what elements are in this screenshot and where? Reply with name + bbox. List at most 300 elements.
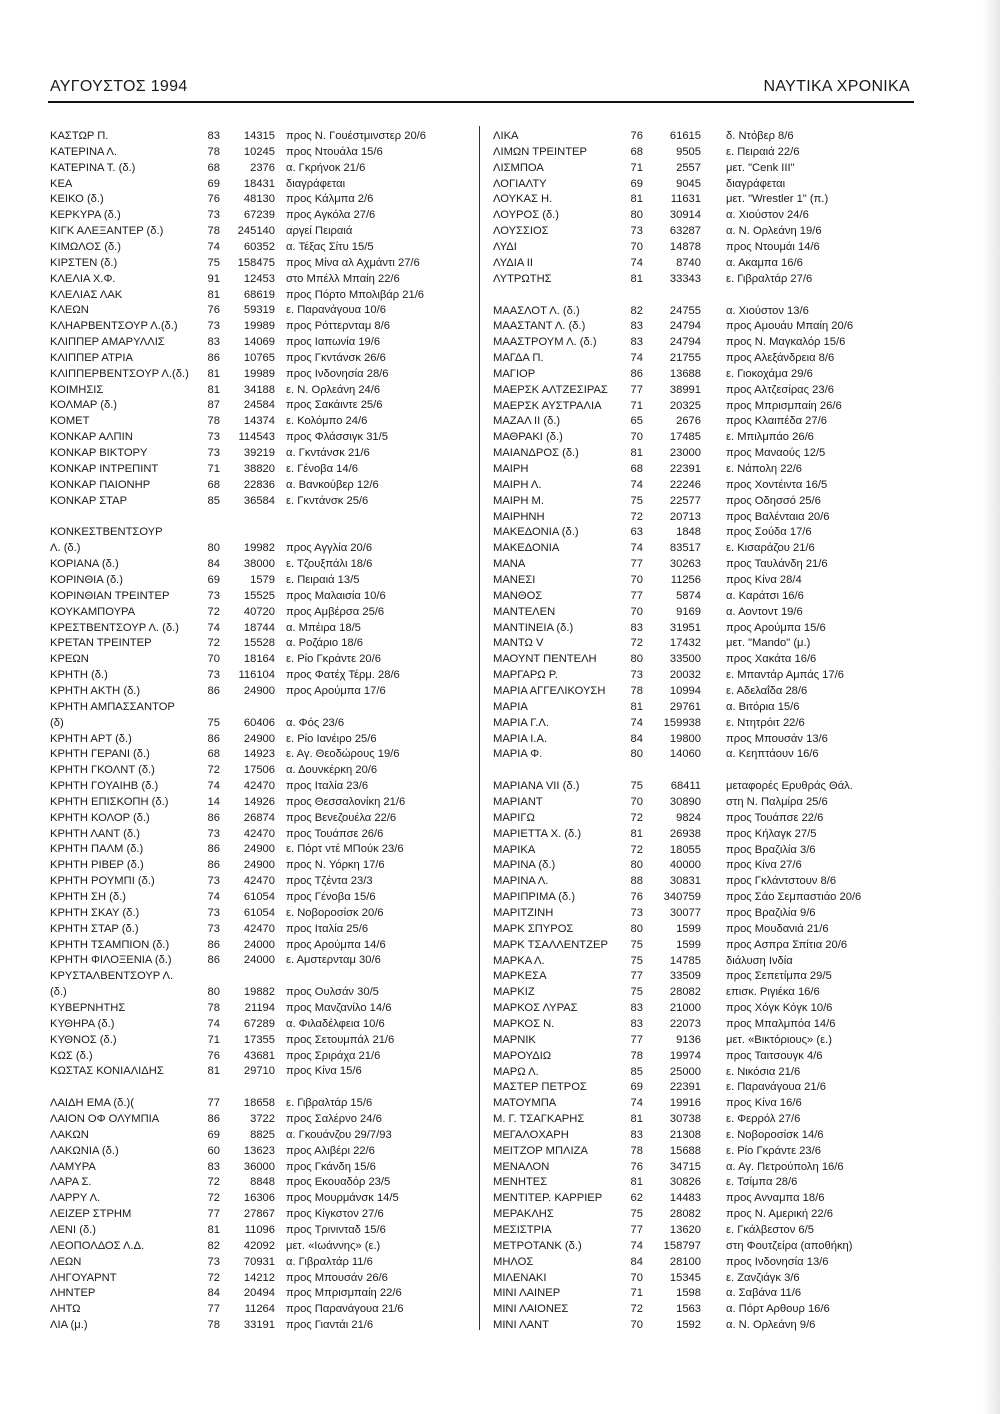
tonnage: 42470	[243, 827, 275, 840]
tonnage: 21308	[669, 1128, 701, 1141]
ship-status: προς Ινδονησία 13/6	[726, 1255, 829, 1268]
build-year: 60	[207, 1144, 220, 1157]
build-year: 77	[630, 1224, 643, 1236]
build-year: 68	[630, 463, 643, 475]
tonnage: 30890	[669, 796, 701, 808]
tonnage: 11631	[670, 193, 701, 206]
ship-name: ΛΙΜΩΝ ΤΡΕΙΝΤΕΡ	[493, 145, 587, 158]
tonnage: 21000	[669, 1002, 701, 1015]
ship-name: ΜΕΡΑΚΛΗΣ	[493, 1208, 554, 1221]
ship-name: ΜΙΝΙ ΛΑΙΟΝΕΣ	[493, 1303, 569, 1316]
tonnage: 19916	[669, 1097, 701, 1110]
ship-status: στη Φουτζείρα (αποθήκη)	[726, 1239, 853, 1252]
tonnage: 19982	[243, 542, 275, 555]
ship-name: ΜΑΙΑΝΔΡΟΣ (δ.)	[493, 447, 579, 460]
ship-name: ΛΕΙΖΕΡ ΣΤΡΗΜ	[50, 1208, 132, 1221]
ship-name: ΚΕΑ	[50, 177, 73, 190]
ship-status: ε. Γένοβα 14/6	[286, 462, 358, 475]
ship-name: ΜΑΤΟΥΜΠΑ	[493, 1097, 557, 1110]
build-year: 73	[207, 320, 220, 333]
tonnage: 22391	[669, 463, 701, 475]
tonnage: 24900	[243, 684, 275, 697]
ship-name: ΜΑΡΙΤΖΙΝΗ	[493, 907, 554, 919]
ship-status: ε. Ζανζιάγκ 3/6	[726, 1271, 800, 1284]
build-year: 88	[630, 875, 643, 888]
ship-status: α. Αοντοντ 19/6	[726, 605, 803, 618]
build-year: 77	[207, 1303, 220, 1316]
tonnage: 36000	[243, 1160, 275, 1173]
ship-status: α. Χιούστον 13/6	[726, 304, 809, 317]
ship-name: ΛΥΔΙΑ ΙΙ	[493, 256, 534, 269]
build-year: 76	[630, 1160, 643, 1173]
ship-name: ΜΑΝΕΣΙ	[493, 574, 536, 586]
ship-status: α. Γκρήνοκ 21/6	[286, 161, 366, 174]
tonnage: 1848	[676, 526, 701, 539]
tonnage: 19800	[669, 732, 701, 745]
tonnage: 17432	[669, 637, 701, 650]
ship-status: προς Ταιτσουγκ 4/6	[726, 1049, 823, 1062]
ship-name: ΚΡΗΤΗ ΠΑΛΜ (δ.)	[50, 843, 144, 856]
tonnage: 2376	[250, 161, 275, 174]
ship-name: ΚΡΗΤΗ ΣΤΑΡ (δ.)	[50, 922, 139, 935]
build-year: 78	[630, 1049, 643, 1062]
ship-name: ΛΑΡΑ Σ.	[50, 1176, 92, 1189]
build-year: 69	[207, 177, 220, 190]
ship-status: ε. Ρίο Γκράντε 23/6	[726, 1144, 821, 1157]
ship-name: ΛΥΔΙ	[493, 240, 517, 253]
ship-status: προς Μαναούς 12/5	[726, 447, 826, 460]
ship-status: προς Σετουμπάλ 21/6	[286, 1033, 395, 1046]
ship-name: ΜΑΝΤΕΛΕΝ	[493, 605, 556, 618]
ship-status: ε. Παρανάγουα 21/6	[726, 1081, 826, 1094]
ship-status: προς Ταυλάνδη 21/6	[726, 558, 828, 571]
tonnage: 43681	[243, 1049, 275, 1062]
ship-status: προς Αγγλία 20/6	[286, 542, 373, 555]
build-year: 81	[207, 383, 220, 396]
ship-name: ΚΟΝΚΑΡ ΣΤΑΡ	[50, 494, 128, 507]
ship-name: ΛΟΥΡΟΣ (δ.)	[493, 209, 560, 222]
ship-status: προς Παρανάγουα 21/6	[286, 1303, 404, 1316]
ship-name: ΛΟΥΣΣΙΟΣ	[493, 225, 549, 238]
ship-status: α. Ακαμπα 16/6	[726, 256, 803, 269]
ship-name: ΛΕΟΠΟΛΔΟΣ Λ.Δ.	[50, 1239, 145, 1252]
ship-name: ΜΑΓΔΑ Π.	[493, 352, 544, 364]
build-year: 70	[630, 1319, 643, 1331]
ship-status: προς Αρούμπα 14/6	[286, 938, 386, 951]
tonnage: 10765	[243, 351, 275, 364]
build-year: 81	[207, 1065, 220, 1078]
ship-name: ΚΡΕΤΑΝ ΤΡΕΙΝΤΕΡ	[50, 637, 152, 650]
tonnage: 60352	[243, 240, 275, 253]
ship-name: ΛΙΑ (μ.)	[50, 1319, 88, 1331]
build-year: 70	[630, 796, 643, 808]
ship-status: προς Αλιβέρι 22/6	[286, 1144, 375, 1157]
tonnage: 33500	[669, 653, 701, 666]
build-year: 70	[630, 605, 643, 618]
ship-name: ΜΑΖΑΛ ΙΙ (δ.)	[493, 415, 561, 428]
ship-status: α. Κεηπτάουν 16/6	[726, 748, 819, 761]
tonnage: 22577	[669, 494, 701, 507]
ship-name: ΛΑΚΩΝΙΑ (δ.)	[50, 1144, 119, 1157]
tonnage: 9824	[676, 811, 701, 824]
tonnage: 23000	[669, 447, 701, 460]
build-year: 83	[630, 1017, 643, 1030]
tonnage: 17355	[243, 1033, 275, 1046]
build-year: 81	[630, 827, 643, 840]
ship-status: ε. Γκάλβεστον 6/5	[726, 1224, 814, 1236]
ship-status: α. Αγ. Πετρούπολη 16/6	[726, 1160, 844, 1173]
build-year: 74	[207, 780, 220, 792]
ship-name: ΜΑΑΣΛΟΤ Λ. (δ.)	[493, 304, 580, 317]
column-divider	[479, 126, 480, 1330]
tonnage: 13623	[243, 1144, 275, 1157]
tonnage: 22073	[669, 1017, 701, 1030]
ship-status: ε. Μπιλμπάο 26/6	[726, 431, 814, 444]
tonnage: 15345	[669, 1271, 701, 1284]
tonnage: 38000	[243, 558, 275, 571]
build-year: 75	[630, 1208, 643, 1221]
ship-status: προς Γκάνδη 15/6	[286, 1160, 376, 1173]
tonnage: 28100	[669, 1255, 701, 1268]
tonnage: 14315	[243, 130, 275, 142]
tonnage: 14923	[243, 748, 275, 761]
tonnage: 61615	[669, 130, 701, 142]
ship-name: ΛΑΙΟΝ ΟΦ ΟΛΥΜΠΙΑ	[50, 1113, 160, 1125]
tonnage: 8848	[250, 1176, 275, 1189]
tonnage: 29710	[243, 1065, 275, 1078]
build-year: 77	[630, 383, 643, 396]
ship-status: προς Μπουσάν 26/6	[286, 1271, 388, 1284]
ship-name: ΜΑΝΘΟΣ	[493, 589, 543, 602]
build-year: 62	[630, 1192, 643, 1205]
ship-status: προς Βραζιλία 3/6	[726, 843, 816, 856]
ship-name: ΚΥΘΗΡΑ (δ.)	[50, 1017, 115, 1030]
tonnage: 10994	[669, 684, 701, 697]
ship-status: προς Ρόττερνταμ 8/6	[286, 320, 390, 333]
build-year: 73	[207, 906, 220, 919]
build-year: 77	[630, 589, 643, 602]
ship-status: προς Βενεζουέλα 22/6	[286, 811, 397, 824]
ship-status: α. Καράτσι 16/6	[726, 589, 804, 602]
ship-name: ΚΥΘΝΟΣ (δ.)	[50, 1033, 117, 1046]
build-year: 73	[630, 225, 643, 238]
ship-status: προς Γκλάντστουν 8/6	[726, 875, 837, 888]
build-year: 73	[207, 589, 220, 602]
ship-status: ε. Πόρτ ντέ ΜΠούκ 23/6	[286, 843, 404, 856]
build-year: 78	[207, 145, 220, 158]
build-year: 65	[630, 415, 643, 428]
tonnage: 48130	[243, 193, 275, 206]
ship-name: ΜΑΡΙΑ Γ.Λ.	[493, 716, 549, 729]
build-year: 68	[207, 161, 220, 174]
tonnage: 30738	[669, 1113, 701, 1125]
tonnage: 1599	[676, 922, 701, 935]
ship-status: μετ. «Βικτόριους» (ε.)	[726, 1033, 832, 1046]
build-year: 73	[207, 922, 220, 935]
build-year: 76	[207, 193, 220, 206]
ship-name: ΚΡΗΤΗ ΓΟΥΑΙΗΒ (δ.)	[50, 780, 159, 792]
build-year: 73	[630, 669, 643, 682]
tonnage: 17506	[243, 764, 275, 777]
ship-name: ΜΑΡΙΑΝΤ	[493, 796, 543, 808]
build-year: 86	[207, 938, 220, 951]
tonnage: 17485	[669, 431, 701, 444]
ship-status: μεταφορές Ερυθράς Θάλ.	[726, 780, 853, 793]
ship-status: διαγράφεται	[726, 177, 786, 190]
build-year: 86	[207, 843, 220, 856]
ship-status: προς Ασπρα Σπίτια 20/6	[726, 938, 848, 951]
ship-status: προς Κίνα 15/6	[286, 1065, 362, 1078]
ship-name: ΛΑΙΔΗ ΕΜΑ (δ.)(	[50, 1097, 134, 1110]
tonnage: 14060	[669, 748, 701, 761]
tonnage: 22836	[243, 478, 275, 491]
tonnage: 29761	[669, 700, 701, 713]
ship-status: προς Μπαλμπόα 14/6	[726, 1017, 836, 1030]
ship-status: ε. Κισαράζου 21/6	[726, 542, 815, 555]
build-year: 80	[630, 748, 643, 761]
ship-status: προς Βραζιλία 9/6	[726, 907, 816, 919]
tonnage: 14785	[669, 954, 701, 967]
ship-status: δ. Ντόβερ 8/6	[726, 130, 794, 142]
ship-name: ΚΟΝΚΑΡ ΠΑΙΟΝΗΡ	[50, 478, 151, 491]
ship-status: ε. Νοβοροσίσκ 20/6	[286, 906, 384, 919]
ship-name: ΛΟΓΙΑΛΤΥ	[493, 177, 547, 190]
ship-status: μετ. "Wrestler 1" (π.)	[726, 193, 829, 206]
ship-name: ΚΥΒΕΡΝΗΤΗΣ	[50, 1001, 126, 1014]
build-year: 74	[630, 542, 643, 555]
tonnage: 11264	[244, 1303, 275, 1316]
ship-name: ΚΡΗΤΗ ΣΗ (δ.)	[50, 891, 126, 903]
tonnage: 30077	[669, 907, 701, 919]
build-year: 75	[207, 256, 220, 269]
build-year: 81	[207, 288, 220, 301]
ship-name: ΚΡΗΤΗ ΦΙΛΟΞΕΝΙΑ (δ.)	[50, 954, 172, 967]
tonnage: 16306	[243, 1192, 275, 1205]
tonnage: 9169	[676, 605, 701, 618]
build-year: 83	[630, 320, 643, 333]
build-year: 74	[207, 891, 220, 903]
build-year: 71	[207, 462, 220, 475]
tonnage: 14926	[243, 795, 275, 808]
ship-status: προς Σάο Σεμπαστιάο 20/6	[726, 891, 862, 904]
ship-name: ΜΙΛΕΝΑΚΙ	[493, 1271, 547, 1284]
tonnage: 42470	[243, 780, 275, 792]
build-year: 84	[630, 1255, 643, 1268]
ship-status: προς Σεπετίμπα 29/5	[726, 970, 832, 983]
ship-status: προς Κάλμπα 2/6	[286, 193, 374, 206]
ship-name: ΜΕΝΤΙΤΕΡ. ΚΑΡΡΙΕΡ	[493, 1192, 603, 1205]
tonnage: 14374	[243, 415, 275, 428]
build-year: 72	[630, 637, 643, 650]
ship-name: ΜΑΡΙΝΑ (δ.)	[493, 859, 556, 872]
build-year: 83	[630, 1002, 643, 1015]
tonnage: 158797	[663, 1239, 701, 1252]
ship-name: ΜΑΡΙΑ ΑΓΓΕΛΙΚΟΥΣΗ	[493, 684, 606, 697]
build-year: 75	[207, 716, 220, 729]
ship-name: ΜΑΑΣΤΡΟΥΜ Λ. (δ.)	[493, 336, 597, 349]
ship-status: ε. Κολόμπο 24/6	[286, 415, 368, 428]
ship-name: ΜΕΙΤΖΟΡ ΜΠΛΙΖΑ	[493, 1144, 588, 1157]
ship-name: ΜΗΛΟΣ	[493, 1255, 534, 1268]
ship-status: προς Εκουαδόρ 23/5	[286, 1176, 391, 1189]
ship-status: ε. Αμστερνταμ 30/6	[286, 954, 381, 967]
ship-status: προς Σούδα 17/6	[726, 526, 812, 539]
build-year: 73	[207, 1255, 220, 1268]
tonnage: 19882	[243, 986, 275, 999]
build-year: 72	[207, 1176, 220, 1189]
ship-status: α. Δουνκέρκη 20/6	[286, 764, 378, 777]
ship-status: στη Ν. Παλμίρα 25/6	[726, 796, 828, 808]
build-year: 68	[207, 478, 220, 491]
ship-status: ε. Παρανάγουα 10/6	[286, 304, 386, 317]
build-year: 73	[207, 209, 220, 222]
tonnage: 114543	[238, 431, 275, 444]
ship-name: Λ. (δ.)	[50, 542, 81, 555]
tonnage: 22391	[669, 1081, 701, 1094]
ship-status: προς Χοντέιντα 16/5	[726, 478, 828, 491]
ship-name: ΛΥΤΡΩΤΗΣ	[493, 272, 552, 285]
build-year: 86	[207, 954, 220, 967]
build-year: 72	[207, 637, 220, 650]
build-year: 82	[207, 1239, 220, 1252]
tonnage: 18431	[243, 177, 275, 190]
ship-status: α. Ν. Ορλεάνη 9/6	[726, 1319, 816, 1331]
ship-name: ΛΗΓΟΥΑΡΝΤ	[50, 1271, 117, 1284]
tonnage: 68411	[670, 780, 701, 793]
tonnage: 42470	[243, 875, 275, 888]
build-year: 72	[207, 605, 220, 618]
ship-name: ΜΑΝΑ	[493, 558, 526, 571]
ship-status: ε. Φερρόλ 27/6	[726, 1113, 801, 1125]
ship-name: ΚΡΗΤΗ ΛΑΝΤ (δ.)	[50, 827, 140, 840]
tonnage: 38820	[243, 462, 275, 475]
build-year: 72	[630, 1303, 643, 1316]
ship-name: ΚΡΗΤΗ ΡΟΥΜΠΙ (δ.)	[50, 875, 155, 888]
ship-name: ΚΛΕΛΙΑΣ ΛΑΚ	[50, 288, 123, 301]
ship-status: προς Φλάσσιγκ 31/5	[286, 431, 388, 444]
tonnage: 19974	[669, 1049, 701, 1062]
ship-status: επισκ. Ριγιέκα 16/6	[726, 986, 820, 999]
build-year: 87	[207, 399, 220, 412]
ship-name: ΚΑΤΕΡΙΝΑ Τ. (δ.)	[50, 161, 136, 174]
ship-name: ΜΕΤΡΟΤΑΝΚ (δ.)	[493, 1239, 582, 1252]
build-year: 72	[630, 843, 643, 856]
ship-status: ε. Νικόσια 21/6	[726, 1065, 801, 1078]
build-year: 73	[207, 669, 220, 682]
ship-status: προς Κήλαγκ 27/5	[726, 827, 817, 840]
tonnage: 158475	[237, 256, 275, 269]
ship-name: ΜΑΝΤΩ V	[493, 637, 544, 650]
ship-name: ΜΑΙΡΗΝΗ	[493, 510, 545, 523]
build-year: 74	[630, 256, 643, 269]
ship-status: α. Χιούστον 24/6	[726, 209, 809, 222]
build-year: 70	[630, 1271, 643, 1284]
build-year: 86	[207, 811, 220, 824]
tonnage: 14069	[243, 336, 275, 348]
ship-status: προς Αρούμπα 15/6	[726, 621, 826, 634]
ship-name: ΚΟΡΙΝΘΙΑ (δ.)	[50, 574, 124, 586]
ship-name: ΜΑΚΕΔΟΝΙΑ	[493, 542, 560, 555]
ship-name: ΜΑΡΚΟΣ ΛΥΡΑΣ	[493, 1002, 578, 1015]
ship-status: προς Μουδανιά 21/6	[726, 922, 829, 935]
tonnage: 1598	[676, 1287, 701, 1300]
build-year: 82	[630, 304, 643, 317]
ship-status: προς Σαλέρνο 24/6	[286, 1113, 382, 1125]
build-year: 72	[207, 1192, 220, 1205]
ship-name: ΚΡΗΤΗ ΚΟΛΟΡ (δ.)	[50, 811, 150, 824]
build-year: 84	[630, 732, 643, 745]
ship-status: προς Σακάιντε 25/6	[286, 399, 383, 412]
tonnage: 159938	[663, 716, 701, 729]
ship-status: προς Μίνα αλ Αχμάντι 27/6	[286, 256, 420, 269]
ship-status: προς Χόγκ Κόγκ 10/6	[726, 1002, 833, 1015]
ship-status: ε. Μπαντάρ Αμπάς 17/6	[726, 669, 844, 682]
tonnage: 2557	[676, 161, 701, 174]
ship-name: ΚΡΕΣΤΒΕΝΤΣΟΥΡ Λ. (δ.)	[50, 621, 179, 634]
tonnage: 40720	[243, 605, 275, 618]
build-year: 91	[207, 272, 220, 285]
build-year: 71	[630, 399, 643, 412]
ship-name: ΜΕΝΑΛΟΝ	[493, 1160, 550, 1173]
build-year: 14	[207, 795, 220, 808]
ship-name: ΚΡΗΤΗ ΤΣΑΜΠΙΟΝ (δ.)	[50, 938, 170, 951]
ship-name: ΜΑΡΙΝΑ Λ.	[493, 875, 549, 888]
ship-name: ΚΕΙΚΟ (δ.)	[50, 193, 104, 206]
tonnage: 3722	[250, 1113, 275, 1125]
tonnage: 9136	[676, 1033, 701, 1046]
ship-name: ΚΑΤΕΡΙΝΑ Λ.	[50, 145, 117, 158]
ship-name: ΚΛΙΠΠΕΡΒΕΝΤΣΟΥΡ Λ.(δ.)	[50, 367, 189, 380]
tonnage: 24584	[243, 399, 275, 412]
tonnage: 14483	[669, 1192, 701, 1205]
ship-name: ΚΩΣ (δ.)	[50, 1049, 93, 1062]
ship-status: αργεί Πειραιά	[286, 225, 353, 238]
tonnage: 31951	[669, 621, 701, 634]
ship-status: προς Ιταλία 25/6	[286, 922, 369, 935]
tonnage: 24000	[243, 954, 275, 967]
build-year: 70	[630, 240, 643, 253]
build-year: 70	[630, 431, 643, 444]
ship-name: ΜΑΕΡΣΚ ΑΛΤΖΕΣΙΡΑΣ	[493, 383, 608, 396]
build-year: 86	[630, 367, 643, 380]
ship-status: προς Θεσσαλονίκη 21/6	[286, 795, 406, 808]
tonnage: 68619	[243, 288, 275, 301]
tonnage: 22246	[669, 478, 701, 491]
ship-status: προς Κλαιπέδα 27/6	[726, 415, 827, 428]
tonnage: 20325	[669, 399, 701, 412]
ship-name: Μ. Γ. ΤΣΑΓΚΑΡΗΣ	[493, 1113, 585, 1125]
tonnage: 13688	[669, 367, 701, 380]
publication-title: ΝΑΥΤΙΚΑ ΧΡΟΝΙΚΑ	[763, 78, 910, 95]
ship-name: ΜΑΡΙΑ Φ.	[493, 748, 543, 761]
ship-name: ΚΟΡΙΝΘΙΑΝ ΤΡΕΙΝΤΕΡ	[50, 589, 170, 602]
ship-status: α. Γκουάνζου 29/7/93	[286, 1128, 392, 1141]
ship-status: προς Μπρισμπαίη 22/6	[286, 1287, 402, 1300]
tonnage: 26938	[669, 827, 701, 840]
ship-status: προς Φατέχ Τέρμ. 28/6	[286, 669, 400, 682]
ship-status: ε. Νοβοροσίσκ 14/6	[726, 1128, 824, 1141]
ship-name: ΜΑΙΡΗ Λ.	[493, 478, 542, 491]
ship-status: προς Ιαπωνία 19/6	[286, 336, 381, 348]
ship-status: ε. Πειραιά 13/5	[286, 574, 360, 586]
build-year: 72	[630, 811, 643, 824]
ship-name: ΚΟΝΚΕΣΤΒΕΝΤΣΟΥΡ	[50, 526, 163, 539]
build-year: 83	[630, 621, 643, 634]
build-year: 77	[630, 558, 643, 571]
tonnage: 39219	[243, 447, 275, 459]
ship-name: ΚΡΗΤΗ ΣΚΑΥ (δ.)	[50, 906, 140, 919]
ship-status: προς Αμβέρσα 25/6	[286, 605, 385, 618]
